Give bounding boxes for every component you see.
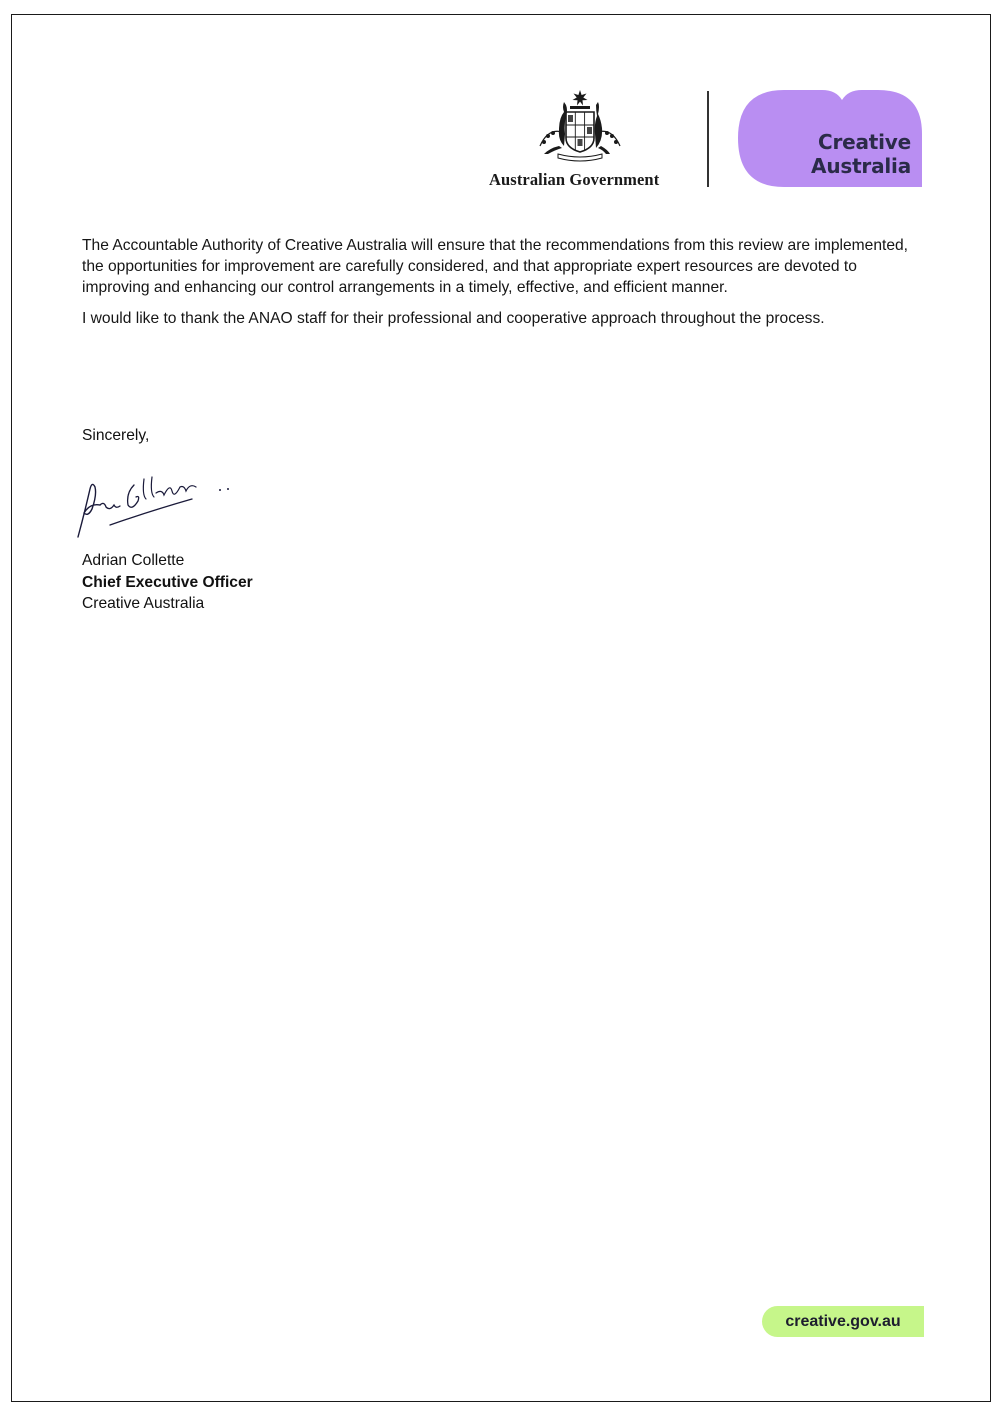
handwritten-signature-icon [70, 465, 240, 543]
signer-organisation: Creative Australia [82, 595, 205, 612]
paragraph-2: I would like to thank the ANAO staff for their professional and cooperative approach throughout the process. [82, 310, 825, 327]
paragraph-1: The Accountable Authority of Creative Australia will ensure that the recommendations from this review are implemented, the opportunities for improvement are carefully considered, and that appropriate expert resources are devoted to improving and enhancing our control arrangements in a timely, effective, and efficient manner. [82, 237, 909, 296]
signer-title: Chief Executive Officer [82, 573, 253, 591]
signer-block [82, 550, 253, 615]
creative-australia-logo [738, 90, 922, 187]
logo-line-1: Creative [817, 130, 911, 154]
logo-line-2: Australia [811, 154, 911, 178]
letter-body [82, 235, 922, 339]
page-border [11, 14, 991, 1402]
website-link[interactable]: creative.gov.au [762, 1306, 924, 1337]
signer-name: Adrian Collette [82, 552, 185, 569]
header-divider [707, 91, 709, 187]
government-name: Australian Government [489, 170, 660, 189]
closing: Sincerely, [82, 427, 150, 444]
coat-of-arms-icon [528, 88, 632, 164]
